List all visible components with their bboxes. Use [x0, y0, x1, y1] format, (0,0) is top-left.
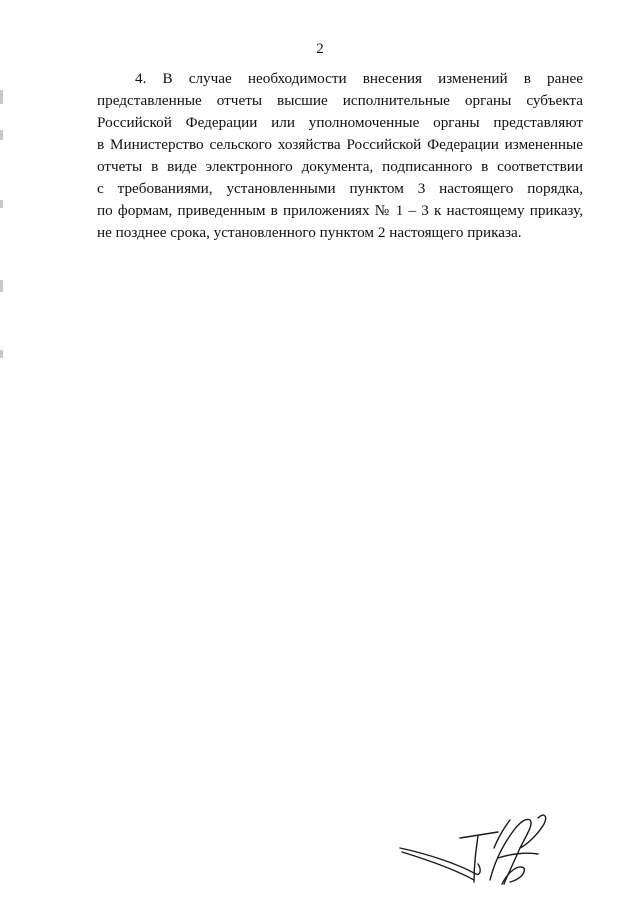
paragraph-line: по формам, приведенным в приложениях № 1 – 3 к настоящему приказу, [97, 202, 583, 219]
paragraph-line: не позднее срока, установленного пунктом 2 настоящего приказа. [97, 224, 522, 241]
paragraph-line: с требованиями, установленными пунктом 3 настоящего порядка, [97, 180, 583, 197]
scan-edge-marks [0, 90, 4, 450]
paragraph-line: 4. В случае необходимости внесения изменений в ранее [135, 70, 583, 87]
paragraph-line: отчеты в виде электронного документа, подписанного в соответствии [97, 158, 583, 175]
paragraph-4 [97, 68, 583, 244]
paragraph-line: представленные отчеты высшие исполнительные органы субъекта [97, 92, 583, 109]
page-number: 2 [316, 41, 324, 57]
paragraph-line: в Министерство сельского хозяйства Российской Федерации измененные [97, 136, 583, 153]
signature-icon [398, 808, 550, 890]
paragraph-line: Российской Федерации или уполномоченные органы представляют [97, 114, 583, 131]
